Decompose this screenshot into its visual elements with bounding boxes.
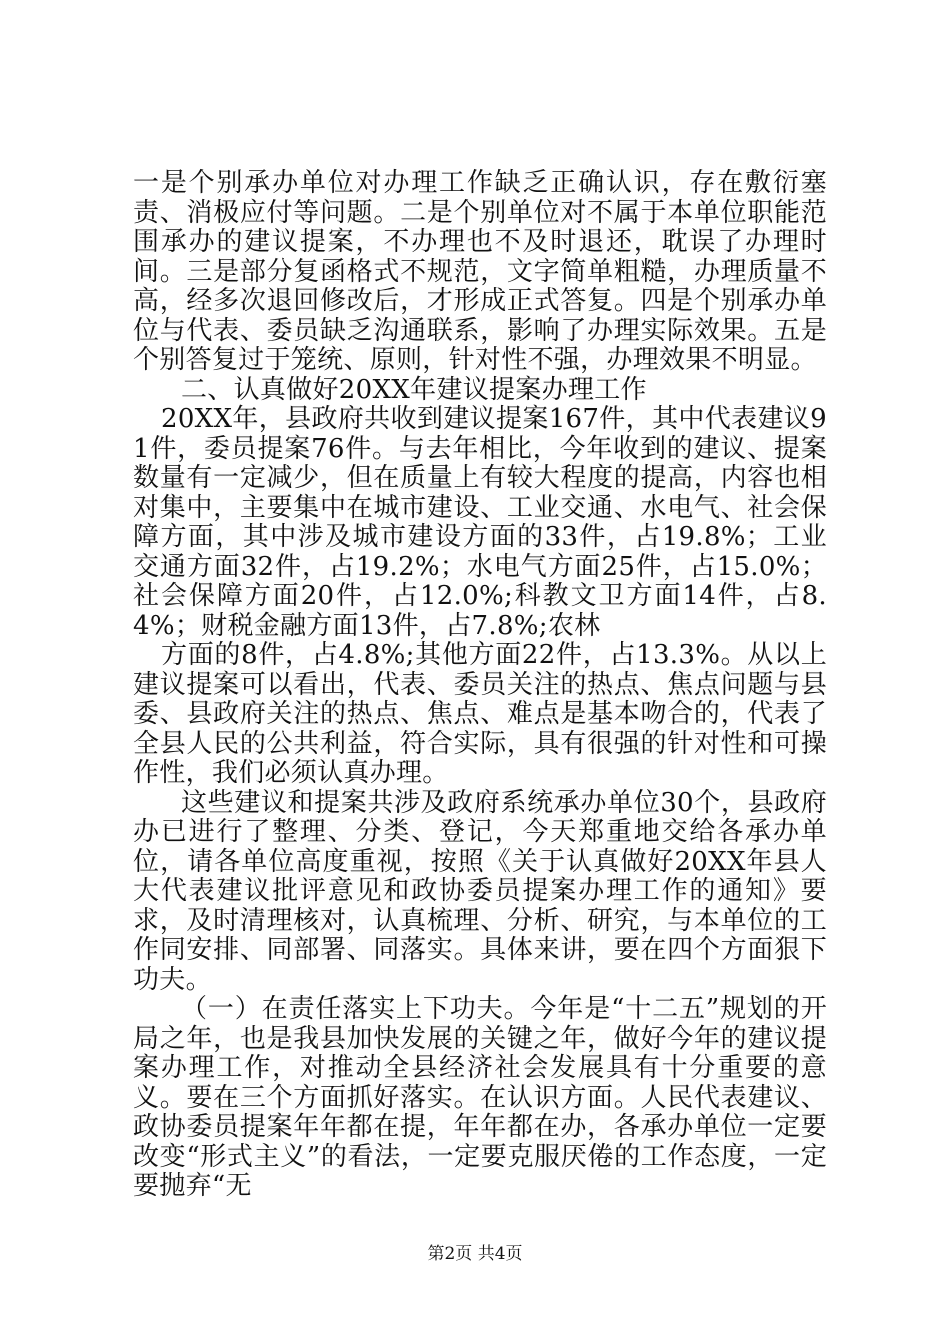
paragraph-assignment: 这些建议和提案共涉及政府系统承办单位30个，县政府办已进行了整理、分类、登记，今天郑重地交给各承办单位，请各单位高度重视，按照《关于认真做好20XX年县人大代表建议批评意见和政协委员提案办理工作的通知》要求，及时清理核对，认真梳理、分析、研究，与本单位的工作同安排、同部署、同落实。具体来讲，要在四个方面狠下功夫。 <box>133 787 827 995</box>
paragraph-statistics: 20XX年，县政府共收到建议提案167件，其中代表建议91件，委员提案76件。与去年相比，今年收到的建议、提案数量有一定减少，但在质量上有较大程度的提高，内容也相对集中，主要集中在城市建设、工业交通、水电气、社会保障方面，其中涉及城市建设方面的33件，占19.8%；工业交通方面32件，占19.2%；水电气方面25件，占15.0%；社会保障方面20件，占12.0%;科教文卫方面14件，占8.4%；财税金融方面13件，占7.8%;农林 <box>133 404 827 641</box>
page-number-footer: 第2页 共4页 <box>427 1244 523 1264</box>
paragraph-analysis: 方面的8件，占4.8%;其他方面22件，占13.3%。从以上建议提案可以看出，代表、委员关注的热点、焦点问题与县委、县政府关注的热点、焦点、难点是基本吻合的，代表了全县人民的公共利益，符合实际，具有很强的针对性和可操作性，我们必须认真办理。 <box>133 640 827 788</box>
section-heading: 二、认真做好20XX年建议提案办理工作 <box>181 374 647 405</box>
paragraph-responsibility: （一）在责任落实上下功夫。今年是“十二五”规划的开局之年，也是我县加快发展的关键之年，做好今年的建议提案办理工作，对推动全县经济社会发展具有十分重要的意义。要在三个方面抓好落实。在认识方面。人民代表建议、政协委员提案年年都在提，年年都在办，各承办单位一定要改变“形式主义”的看法，一定要克服厌倦的工作态度，一定要抛弃“无 <box>133 994 827 1201</box>
body-text <box>133 169 827 1202</box>
paragraph-problems: 一是个别承办单位对办理工作缺乏正确认识，存在敷衍塞责、消极应付等问题。二是个别单位对不属于本单位职能范围承办的建议提案，不办理也不及时退还，耽误了办理时间。三是部分复函格式不规范，文字简单粗糙，办理质量不高，经多次退回修改后，才形成正式答复。四是个别承办单位与代表、委员缺乏沟通联系，影响了办理实际效果。五是个别答复过于笼统、原则，针对性不强，办理效果不明显。 <box>133 168 827 375</box>
